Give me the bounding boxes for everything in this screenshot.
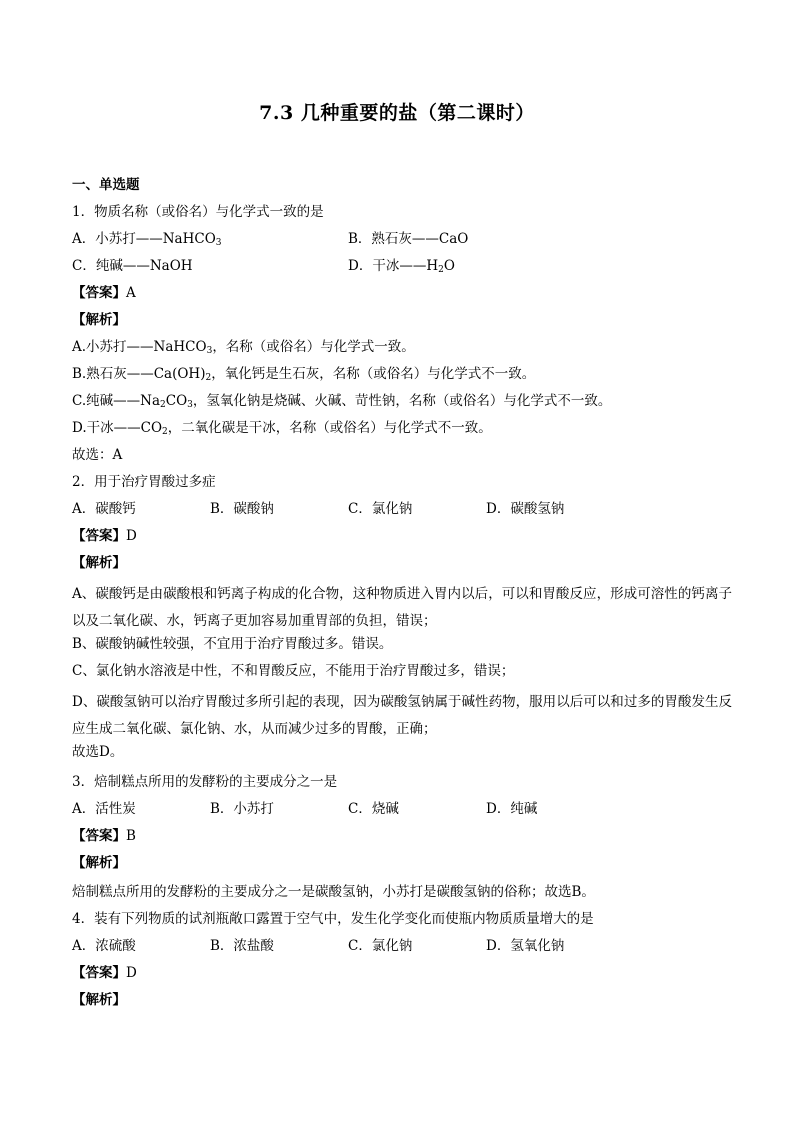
- q4-answer: 【答案】D: [72, 965, 137, 981]
- q2-option-c: C．氯化钠: [348, 501, 413, 517]
- q4-stem: 4．装有下列物质的试剂瓶敞口露置于空气中，发生化学变化而使瓶内物质质量增大的是: [72, 911, 594, 927]
- q2-analysis-c: C、氯化钠水溶液是中性，不和胃酸反应，不能用于治疗胃酸过多，错误；: [72, 663, 515, 679]
- page-title: 7.3 几种重要的盐（第二课时）: [259, 102, 535, 124]
- q4-option-b: B．浓盐酸: [210, 938, 274, 954]
- q1-analysis-a: A.小苏打——NaHCO$_3$，名称（或俗名）与化学式一致。: [72, 339, 415, 356]
- q3-answer: 【答案】B: [72, 828, 136, 844]
- q3-analysis: 焙制糕点所用的发酵粉的主要成分之一是碳酸氢钠，小苏打是碳酸氢钠的俗称；故选B。: [72, 884, 595, 900]
- q1-analysis-b: B.熟石灰$——Ca(OH)_2$，氧化钙是生石灰，名称（或俗名）与化学式不一致。: [72, 366, 536, 383]
- q1-stem: 1．物质名称（或俗名）与化学式一致的是: [72, 204, 324, 220]
- q1-option-b: B．熟石灰——CaO: [348, 231, 469, 247]
- q2-analysis-label: 【解析】: [72, 555, 126, 571]
- q2-answer: 【答案】D: [72, 528, 137, 544]
- q1-analysis-d: D.干冰$——CO_2$，二氧化碳是干冰，名称（或俗名）与化学式不一致。: [72, 420, 492, 437]
- q2-option-d: D．碳酸氢钠: [486, 501, 565, 517]
- q4-option-a: A．浓硫酸: [72, 938, 136, 954]
- q1-analysis-label: 【解析】: [72, 312, 126, 328]
- q4-analysis-label: 【解析】: [72, 992, 126, 1008]
- q3-option-d: D．纯碱: [486, 801, 538, 817]
- q1-answer: 【答案】A: [72, 285, 136, 301]
- q2-stem: 2．用于治疗胃酸过多症: [72, 474, 216, 490]
- q2-conclusion: 故选D。: [72, 744, 124, 760]
- q3-stem: 3．焙制糕点所用的发酵粉的主要成分之一是: [72, 774, 338, 790]
- q2-option-b: B．碳酸钠: [210, 501, 274, 517]
- q3-option-b: B．小苏打: [210, 801, 274, 817]
- q1-conclusion: 故选：A: [72, 447, 123, 463]
- q4-option-d: D．氢氧化钠: [486, 938, 565, 954]
- q3-option-a: A．活性炭: [72, 801, 136, 817]
- q1-option-c: C．纯碱——NaOH: [72, 258, 193, 274]
- q2-analysis-b: B、碳酸钠碱性较强，不宜用于治疗胃酸过多。错误。: [72, 636, 393, 652]
- q3-analysis-label: 【解析】: [72, 855, 126, 871]
- q3-option-c: C．烧碱: [348, 801, 399, 817]
- q2-analysis-d: D、碳酸氢钠可以治疗胃酸过多所引起的表现，因为碳酸氢钠属于碱性药物，服用以后可以和过多的胃酸发生反应生成二氧化碳、氯化钠、水，从而减少过多的胃酸，正确；: [72, 694, 732, 737]
- q1-option-a: A．小苏打——NaHCO$_3$: [72, 231, 222, 248]
- section-heading: 一、单选题: [72, 177, 140, 193]
- q4-option-c: C．氯化钠: [348, 938, 413, 954]
- q1-analysis-c: C.纯碱$——Na_2CO_3$，氢氧化钠是烧碱、火碱、苛性钠，名称（或俗名）与化学式不一致。: [72, 393, 612, 410]
- q1-option-d: D．干冰$——H_2O$: [348, 258, 455, 275]
- q2-option-a: A．碳酸钙: [72, 501, 136, 517]
- q2-analysis-a: A、碳酸钙是由碳酸根和钙离子构成的化合物，这种物质进入胃内以后，可以和胃酸反应，形成可溶性的钙离子以及二氧化碳、水，钙离子更加容易加重胃部的负担，错误；: [72, 586, 732, 629]
